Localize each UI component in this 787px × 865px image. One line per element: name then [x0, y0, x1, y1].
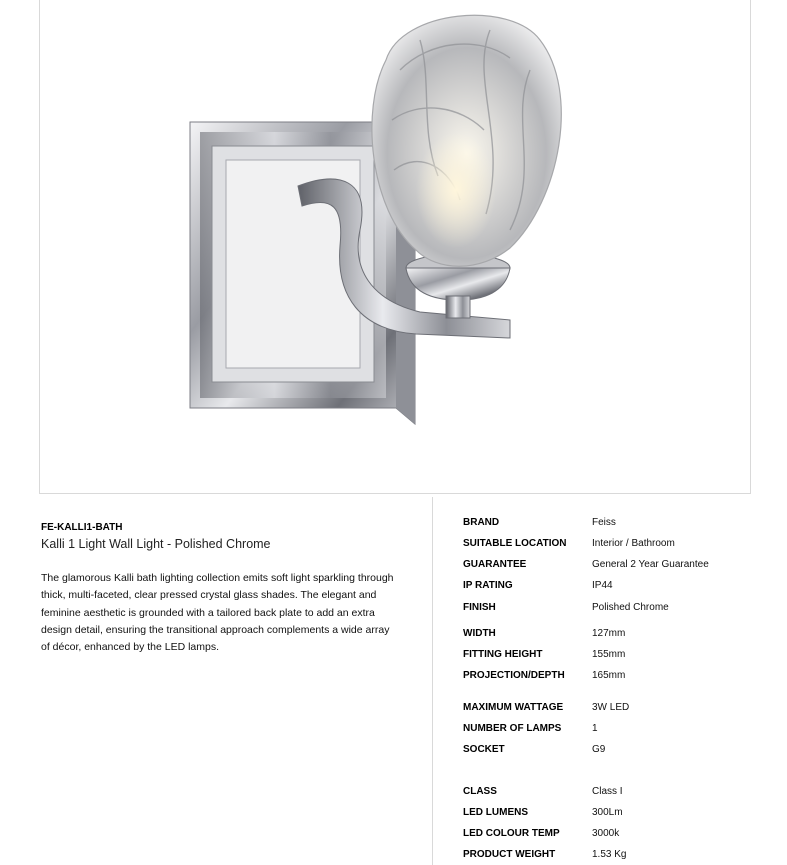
spec-row-brand	[463, 517, 763, 531]
spec-row-guarantee	[463, 559, 763, 573]
spec-row-width	[463, 628, 763, 642]
spec-label: PRODUCT WEIGHT	[463, 849, 556, 860]
spec-row-led-lumens	[463, 807, 763, 821]
product-image	[40, 0, 752, 494]
spec-value: Interior / Bathroom	[592, 538, 675, 549]
spec-value: Feiss	[592, 517, 616, 528]
spec-label: MAXIMUM WATTAGE	[463, 702, 564, 713]
spec-row-projection-depth	[463, 670, 763, 684]
spec-value: 3000k	[592, 828, 620, 839]
product-image-frame	[39, 0, 751, 494]
product-title: Kalli 1 Light Wall Light - Polished Chrome	[41, 537, 271, 551]
product-description: The glamorous Kalli bath lighting collection emits soft light sparkling through thick, multi-faceted, clear pressed crystal glass shades. The elegant and feminine aesthetic is grounded with a tailored back plate to add an extra design detail, ensuring the transitional approach complements a wide array of décor, enhanced by the LED lamps.	[41, 572, 394, 654]
spec-value: 300Lm	[592, 807, 623, 818]
spec-row-socket	[463, 744, 763, 758]
spec-label: LED COLOUR TEMP	[463, 828, 560, 839]
spec-label: CLASS	[463, 786, 497, 797]
spec-label: FITTING HEIGHT	[463, 649, 543, 660]
spec-row-finish	[463, 602, 763, 616]
spec-label: GUARANTEE	[463, 559, 527, 570]
spec-value: 155mm	[592, 649, 626, 660]
spec-row-led-colour-temp	[463, 828, 763, 842]
spec-label: LED LUMENS	[463, 807, 528, 818]
spec-row-product-weight	[463, 849, 763, 863]
spec-label: IP RATING	[463, 580, 513, 591]
spec-label: BRAND	[463, 517, 500, 528]
product-sku: FE-KALLI1-BATH	[41, 522, 123, 533]
spec-value: 127mm	[592, 628, 626, 639]
spec-value: Polished Chrome	[592, 602, 669, 613]
spec-value: Class I	[592, 786, 623, 797]
spec-row-suitable-location	[463, 538, 763, 552]
spec-label: PROJECTION/DEPTH	[463, 670, 565, 681]
spec-value: 165mm	[592, 670, 626, 681]
spec-label: SUITABLE LOCATION	[463, 538, 567, 549]
spec-value: General 2 Year Guarantee	[592, 559, 709, 570]
spec-row-fitting-height	[463, 649, 763, 663]
spec-value: IP44	[592, 580, 613, 591]
spec-row-number-of-lamps	[463, 723, 763, 737]
spec-value: 3W LED	[592, 702, 630, 713]
spec-value: 1.53 Kg	[592, 849, 627, 860]
spec-row-maximum-wattage	[463, 702, 763, 716]
spec-row-ip-rating	[463, 580, 763, 594]
spec-value: G9	[592, 744, 606, 755]
spec-row-class	[463, 786, 763, 800]
spec-label: FINISH	[463, 602, 496, 613]
spec-label: SOCKET	[463, 744, 505, 755]
spec-label: NUMBER OF LAMPS	[463, 723, 562, 734]
column-divider	[432, 497, 433, 865]
spec-label: WIDTH	[463, 628, 496, 639]
spec-value: 1	[592, 723, 598, 734]
